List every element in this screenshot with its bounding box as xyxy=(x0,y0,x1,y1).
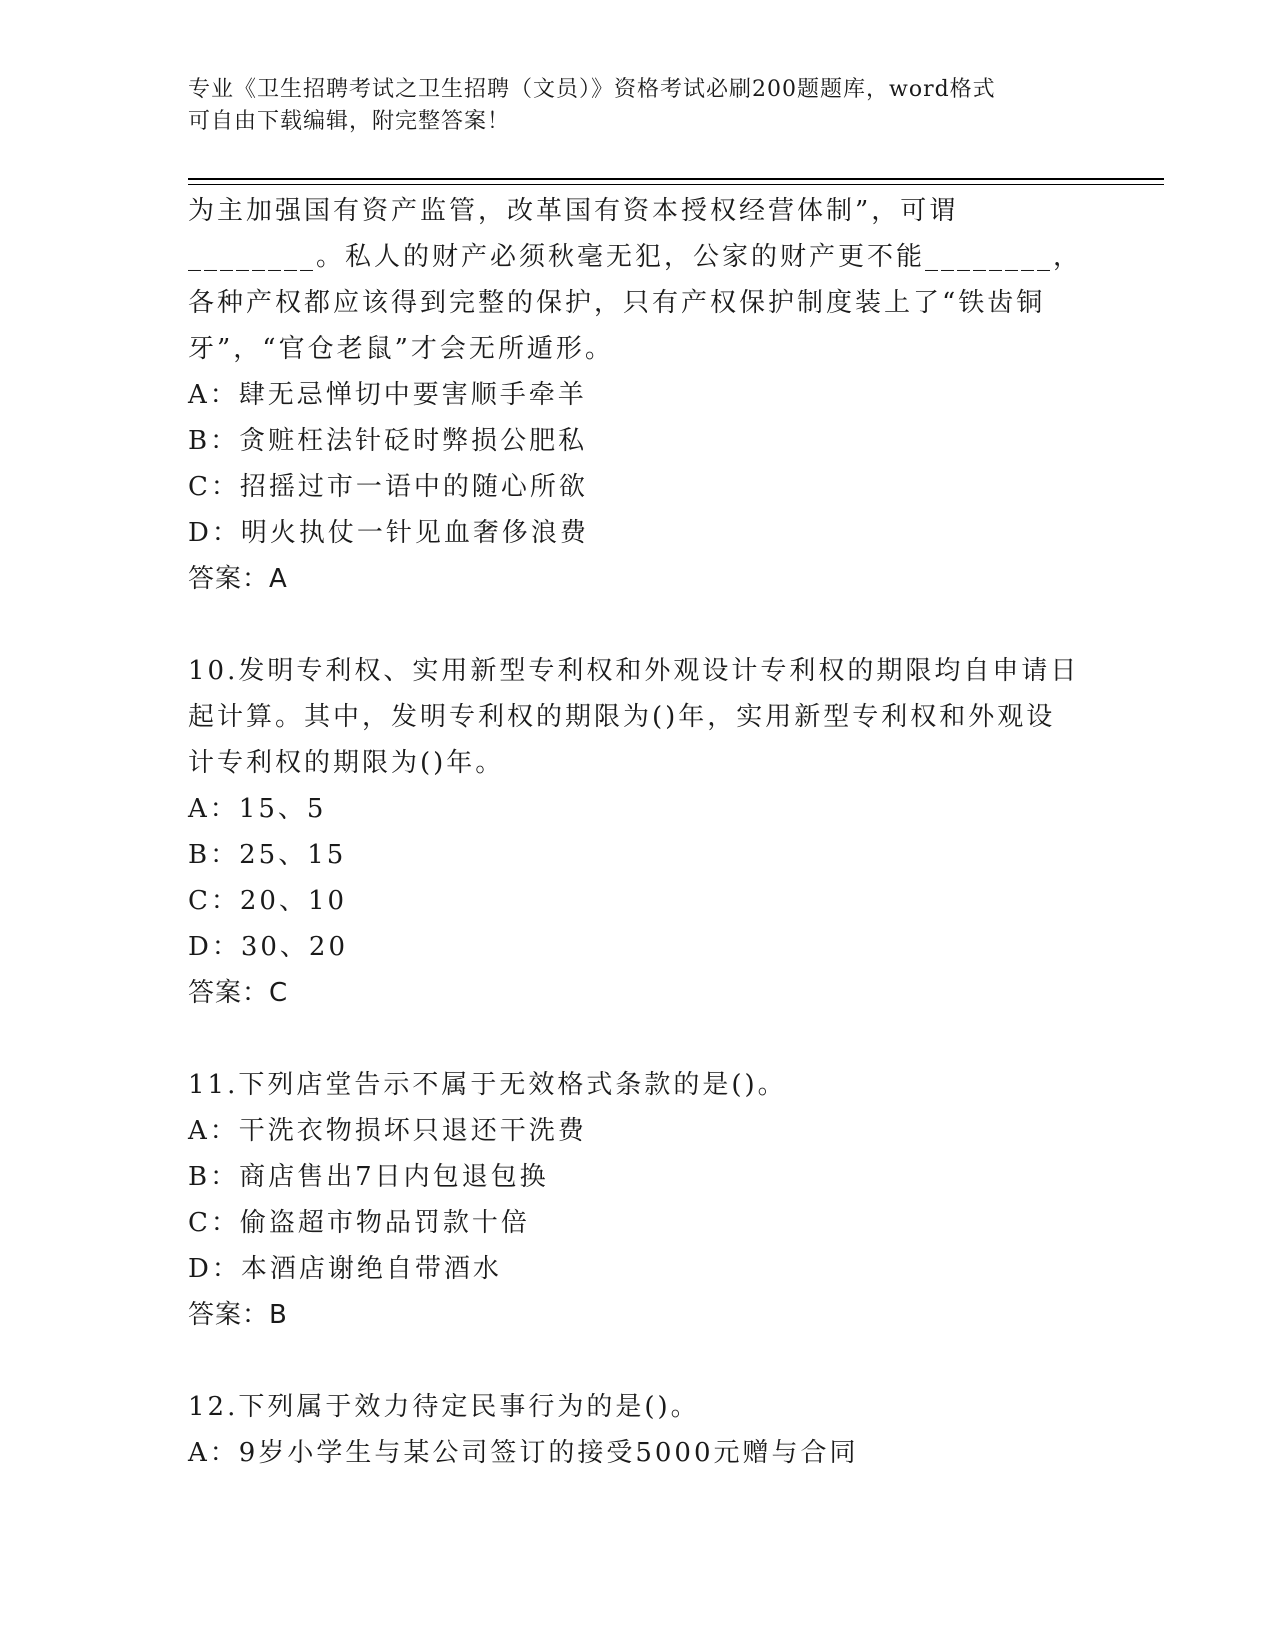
question-continued xyxy=(188,188,1088,602)
question-text-line: 10.发明专利权、实用新型专利权和外观设计专利权的期限均自申请日 xyxy=(188,656,1080,686)
header-rule-thin xyxy=(188,184,1164,185)
question-text-line: ________。私人的财产必须秋毫无犯，公家的财产更不能________， xyxy=(188,242,1083,272)
question-text-line: 为主加强国有资产监管，改革国有资本授权经营体制”，可谓 xyxy=(188,196,959,226)
option-b: B：贪赃枉法针砭时弊损公肥私 xyxy=(188,426,588,456)
option-b: B：25、15 xyxy=(188,840,347,870)
question-text-line: 计专利权的期限为()年。 xyxy=(188,748,505,778)
question-text-line: 11.下列店堂告示不属于无效格式条款的是()。 xyxy=(188,1070,787,1100)
option-d: D：明火执仗一针见血奢侈浪费 xyxy=(188,518,589,548)
spacer xyxy=(188,602,1088,648)
option-c: C：偷盗超市物品罚款十倍 xyxy=(188,1208,530,1238)
spacer xyxy=(188,1016,1088,1062)
answer-line: 答案：B xyxy=(188,1300,288,1330)
question-text-line: 牙”，“官仓老鼠”才会无所遁形。 xyxy=(188,334,614,364)
option-b: B：商店售出7日内包退包换 xyxy=(188,1162,549,1192)
option-c: C：招摇过市一语中的随心所欲 xyxy=(188,472,588,502)
document-header xyxy=(188,74,1088,138)
answer-line: 答案：A xyxy=(188,564,288,594)
option-a: A：15、5 xyxy=(188,794,327,824)
header-line-1: 专业《卫生招聘考试之卫生招聘（文员）》资格考试必刷200题题库，word格式 xyxy=(188,77,996,102)
question-text-line: 起计算。其中，发明专利权的期限为()年，实用新型专利权和外观设 xyxy=(188,702,1056,732)
question-12 xyxy=(188,1384,1088,1476)
header-rule-thick xyxy=(188,178,1164,180)
question-11 xyxy=(188,1062,1088,1338)
answer-line: 答案：C xyxy=(188,978,289,1008)
option-d: D：30、20 xyxy=(188,932,349,962)
option-a: A：干洗衣物损坏只退还干洗费 xyxy=(188,1116,587,1146)
spacer xyxy=(188,1338,1088,1384)
question-text-line: 12.下列属于效力待定民事行为的是()。 xyxy=(188,1392,700,1422)
header-line-2: 可自由下载编辑，附完整答案！ xyxy=(188,109,511,134)
option-c: C：20、10 xyxy=(188,886,348,916)
option-d: D：本酒店谢绝自带酒水 xyxy=(188,1254,502,1284)
document-body xyxy=(188,188,1088,1476)
option-a: A：肆无忌惮切中要害顺手牵羊 xyxy=(188,380,587,410)
question-10 xyxy=(188,648,1088,1016)
option-a: A：9岁小学生与某公司签订的接受5000元赠与合同 xyxy=(188,1438,859,1468)
question-text-line: 各种产权都应该得到完整的保护，只有产权保护制度装上了“铁齿铜 xyxy=(188,288,1046,318)
